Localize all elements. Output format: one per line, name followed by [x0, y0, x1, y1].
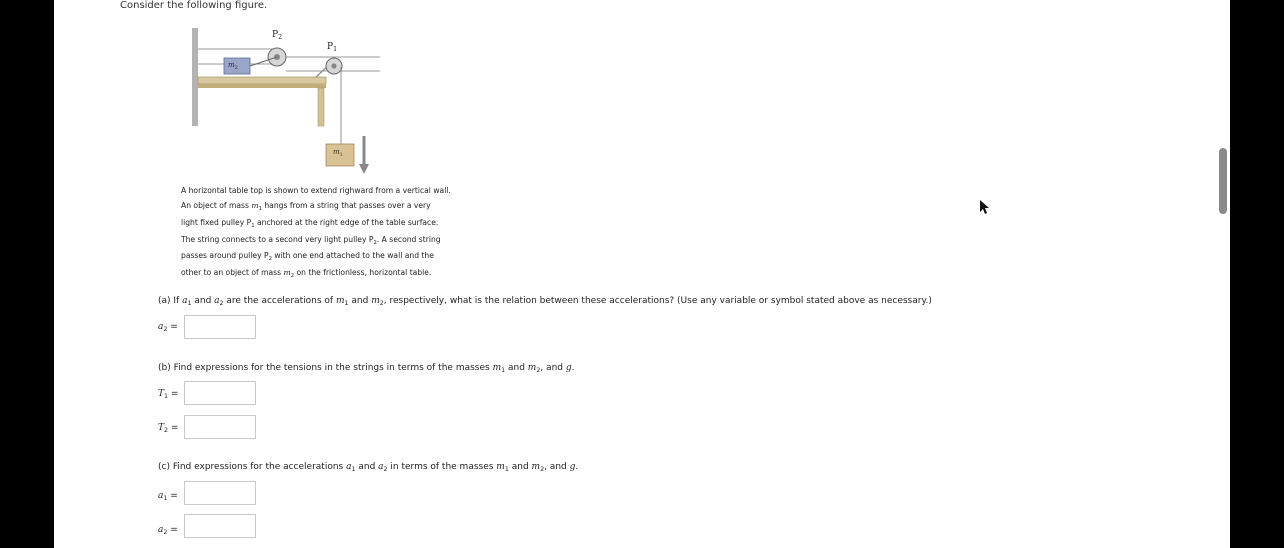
part-a-question: (a) If $a_1$ and $a_2$ are the accelerations of $m_1$ and $m_2$, respectively, what is the relation between these accelerations? (Use any variable or symbol stated above as necessary.): [158, 296, 932, 307]
scrollbar-thumb[interactable]: [1219, 148, 1227, 214]
part-b-question: (b) Find expressions for the tensions in the strings in terms of the masses $m_1$ and $m_2$, and g.: [158, 363, 575, 374]
scrollbar-track[interactable]: [1230, 0, 1284, 548]
part-a-answer-input[interactable]: [184, 315, 256, 339]
label-m1: $m_1$: [333, 148, 343, 158]
pulley-figure: [190, 26, 390, 176]
part-b-t1-input[interactable]: [184, 381, 256, 405]
table-leg: [318, 88, 324, 126]
label-p2: $P_2$: [272, 30, 283, 41]
intro-text: Consider the following figure.: [120, 0, 268, 11]
part-c-a1-input[interactable]: [184, 481, 256, 505]
table-top: [198, 77, 326, 84]
description-line-3: light fixed pulley $P_1$ anchored at the right edge of the table surface.: [181, 218, 439, 229]
part-c-question: (c) Find expressions for the accelerations $a_1$ and $a_2$ in terms of the masses $m_1$ and $m_2$, and g.: [158, 462, 579, 473]
description-line-2: An object of mass $m_1$ hangs from a string that passes over a very: [181, 201, 431, 212]
description-line-4: The string connects to a second very light pulley $P_2$. A second string: [181, 235, 441, 246]
table-edge: [198, 84, 326, 88]
part-b-t2-input[interactable]: [184, 415, 256, 439]
description-line-6: other to an object of mass $m_2$ on the frictionless, horizontal table.: [181, 268, 432, 279]
question-page: [54, 0, 1230, 548]
label-p1: $P_1$: [327, 42, 338, 53]
part-b-field2-label: $T_2$ =: [158, 423, 179, 434]
part-c-field1-label: $a_1$ =: [158, 491, 178, 502]
description-line-5: passes around pulley $P_2$ with one end attached to the wall and the: [181, 251, 434, 262]
part-a-field-label: $a_2$ =: [158, 322, 178, 333]
mouse-cursor-icon: [980, 200, 990, 214]
part-b-field1-label: $T_1$ =: [158, 389, 179, 400]
description-line-1: A horizontal table top is shown to extend righward from a vertical wall.: [181, 186, 451, 195]
part-c-field2-label: $a_2$ =: [158, 525, 178, 536]
part-c-a2-input[interactable]: [184, 514, 256, 538]
label-m2: $m_2$: [228, 61, 238, 71]
wall: [192, 28, 198, 126]
